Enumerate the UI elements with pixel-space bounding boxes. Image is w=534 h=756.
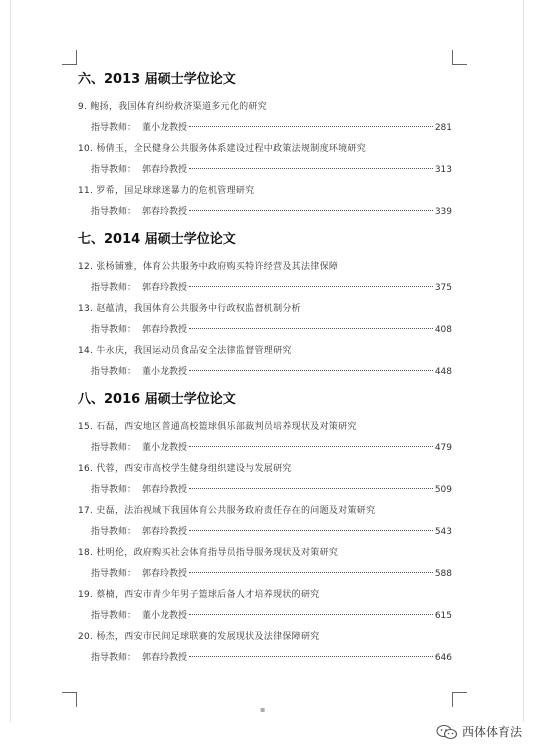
advisor-name: 郭春玲教授 <box>142 485 188 495</box>
crop-mark-bottom-right <box>452 692 467 707</box>
advisor-label: 指导教师： <box>91 443 137 453</box>
page-number: 479 <box>434 443 452 453</box>
dot-leader <box>189 656 433 657</box>
toc-section <box>78 231 452 383</box>
dot-leader <box>189 488 433 489</box>
crop-mark-top-left <box>62 50 77 65</box>
dot-leader <box>189 168 433 169</box>
advisor-line <box>78 438 452 459</box>
dot-leader <box>189 286 433 287</box>
advisor-label: 指导教师： <box>91 611 137 621</box>
advisor-name: 董小龙教授 <box>142 367 188 377</box>
thesis-title: 19. 蔡楠，西安市青少年男子篮球后备人才培养现状的研究 <box>78 590 320 600</box>
toc-section <box>78 391 452 669</box>
advisor-label: 指导教师： <box>91 367 137 377</box>
advisor-name: 郭春玲教授 <box>142 207 188 217</box>
advisor-name: 郭春玲教授 <box>142 325 188 335</box>
section-heading: 八、2016 届硕士学位论文 <box>78 392 236 407</box>
advisor-name: 郭春玲教授 <box>142 527 188 537</box>
dot-leader <box>189 446 433 447</box>
advisor-label: 指导教师： <box>91 283 137 293</box>
advisor-line <box>78 118 452 139</box>
dot-leader <box>189 328 433 329</box>
page-number: 313 <box>434 165 452 175</box>
page-number: 339 <box>434 207 452 217</box>
advisor-name: 董小龙教授 <box>142 611 188 621</box>
advisor-line <box>78 480 452 501</box>
advisor-label: 指导教师： <box>91 485 137 495</box>
advisor-name: 董小龙教授 <box>142 443 188 453</box>
thesis-title: 13. 赵蕴清，我国体育公共服务中行政权监督机制分析 <box>78 304 301 314</box>
advisor-label: 指导教师： <box>91 653 137 663</box>
dot-leader <box>189 370 433 371</box>
table-of-contents <box>78 65 452 677</box>
thesis-title: 11. 罗希，国足球球迷暴力的危机管理研究 <box>78 186 255 196</box>
dot-leader <box>189 126 433 127</box>
thesis-title: 18. 杜明伦，政府购买社会体育指导员指导服务现状及对策研究 <box>78 548 339 558</box>
advisor-line <box>78 362 452 383</box>
page-number: 281 <box>434 123 452 133</box>
page-number: 509 <box>434 485 452 495</box>
watermark-text: 西体体育法 <box>461 725 522 739</box>
dot-leader <box>189 530 433 531</box>
toc-section <box>78 71 452 223</box>
advisor-line <box>78 564 452 585</box>
page-number: 646 <box>434 653 452 663</box>
advisor-line <box>78 320 452 341</box>
page-number: 588 <box>434 569 452 579</box>
section-heading: 六、2013 届硕士学位论文 <box>78 72 236 87</box>
thesis-title: 15. 石磊，西安地区普通高校篮球俱乐部裁判员培养现状及对策研究 <box>78 422 357 432</box>
page-number: 448 <box>434 367 452 377</box>
advisor-name: 董小龙教授 <box>142 123 188 133</box>
wechat-watermark <box>436 723 522 740</box>
thesis-title: 10. 杨倩玉，全民健身公共服务体系建设过程中政策法规制度环境研究 <box>78 144 367 154</box>
advisor-line <box>78 278 452 299</box>
advisor-line <box>78 522 452 543</box>
crop-mark-bottom-left <box>62 692 77 707</box>
thesis-title: 9. 鲍扬，我国体育纠纷救济渠道多元化的研究 <box>78 102 268 112</box>
advisor-name: 郭春玲教授 <box>142 283 188 293</box>
thesis-title: 14. 牛永庆，我国运动员食品安全法律监督管理研究 <box>78 346 292 356</box>
thesis-title: 17. 史磊，法治视域下我国体育公共服务政府责任存在的问题及对策研究 <box>78 506 376 516</box>
advisor-label: 指导教师： <box>91 165 137 175</box>
advisor-line <box>78 202 452 223</box>
advisor-label: 指导教师： <box>91 569 137 579</box>
advisor-label: 指导教师： <box>91 325 137 335</box>
dot-leader <box>189 572 433 573</box>
advisor-label: 指导教师： <box>91 123 137 133</box>
page-number: 615 <box>434 611 452 621</box>
dot-leader <box>189 210 433 211</box>
page-number: 543 <box>434 527 452 537</box>
advisor-line <box>78 648 452 669</box>
advisor-name: 郭春玲教授 <box>142 165 188 175</box>
page-marker: ▪ <box>260 705 266 714</box>
page-number: 375 <box>434 283 452 293</box>
crop-mark-top-right <box>452 50 467 65</box>
thesis-title: 20. 杨杰，西安市民间足球联赛的发展现状及法律保障研究 <box>78 632 320 642</box>
thesis-title: 16. 代蓉，西安市高校学生健身组织建设与发展研究 <box>78 464 292 474</box>
advisor-label: 指导教师： <box>91 207 137 217</box>
advisor-name: 郭春玲教授 <box>142 653 188 663</box>
section-heading: 七、2014 届硕士学位论文 <box>78 232 236 247</box>
page-number: 408 <box>434 325 452 335</box>
dot-leader <box>189 614 433 615</box>
advisor-line <box>78 160 452 181</box>
advisor-line <box>78 606 452 627</box>
thesis-title: 12. 张杨铺雅，体育公共服务中政府购买特许经营及其法律保障 <box>78 262 339 272</box>
advisor-label: 指导教师： <box>91 527 137 537</box>
advisor-name: 郭春玲教授 <box>142 569 188 579</box>
wechat-icon <box>436 724 458 740</box>
